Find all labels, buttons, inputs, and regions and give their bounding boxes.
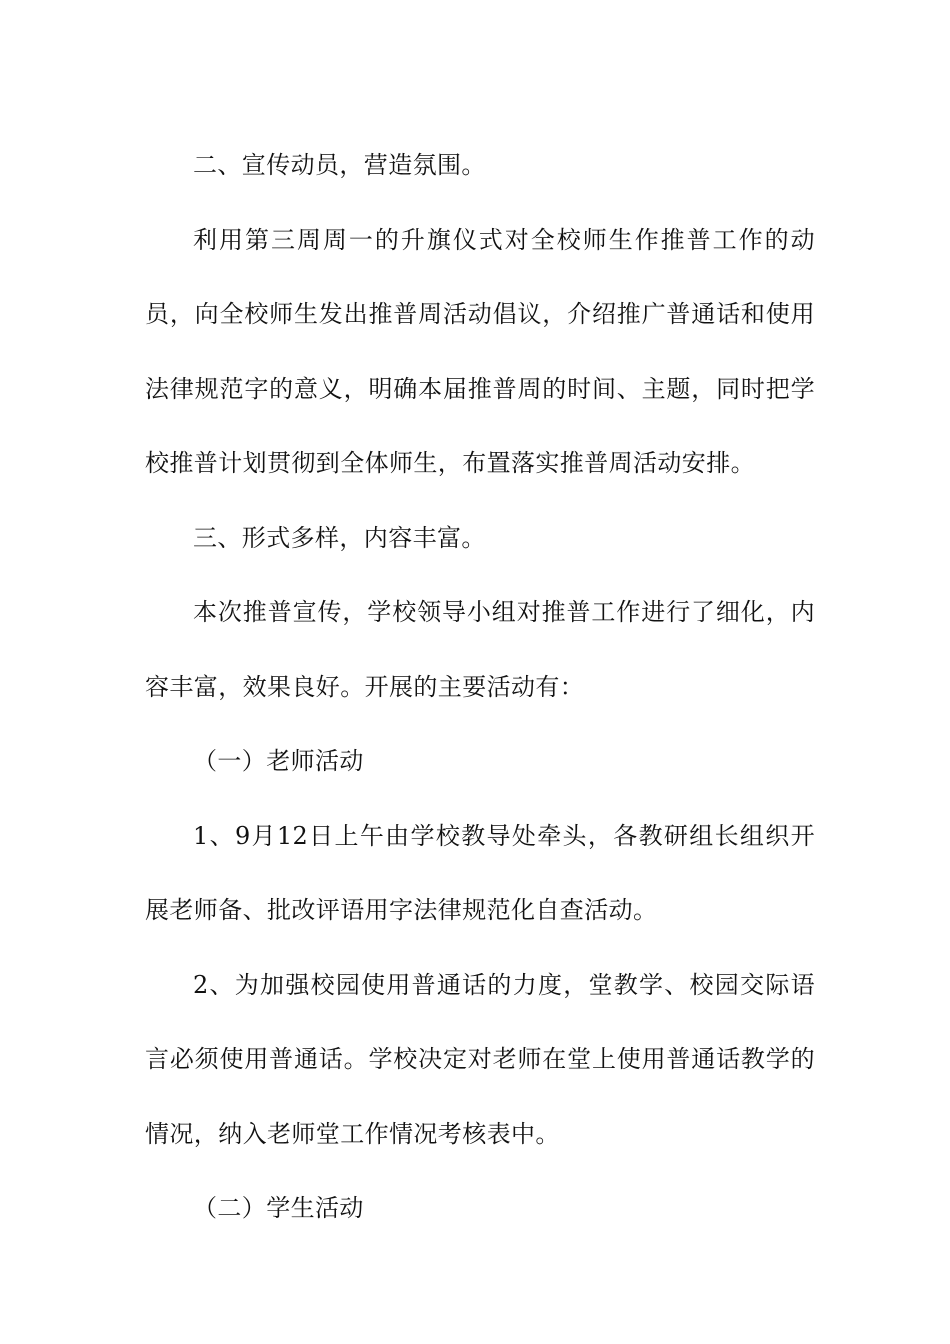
section-3-paragraph: 本次推普宣传，学校领导小组对推普工作进行了细化，内容丰富，效果良好。开展的主要活动有：	[145, 598, 815, 701]
student-activities-heading: （二）学生活动	[193, 1194, 364, 1222]
document-body	[145, 128, 815, 1246]
teacher-activity-item-2: 2、为加强校园使用普通话的力度，堂教学、校园交际语言必须使用普通话。学校决定对老师在堂上使用普通话教学的情况，纳入老师堂工作情况考核表中。	[145, 970, 815, 1148]
teacher-activities-heading: （一）老师活动	[193, 747, 364, 775]
section-heading-2: 二、宣传动员，营造氛围。	[193, 151, 486, 179]
teacher-activity-item-1: 1、9月12日上午由学校教导处牵头，各教研组长组织开展老师备、批改评语用字法律规范化自查活动。	[145, 821, 815, 924]
section-2-paragraph: 利用第三周周一的升旗仪式对全校师生作推普工作的动员，向全校师生发出推普周活动倡议，介绍推广普通话和使用法律规范字的意义，明确本届推普周的时间、主题，同时把学校推普计划贯彻到全体师生，布置落实推普周活动安排。	[145, 225, 815, 477]
section-heading-3: 三、形式多样，内容丰富。	[193, 523, 486, 552]
